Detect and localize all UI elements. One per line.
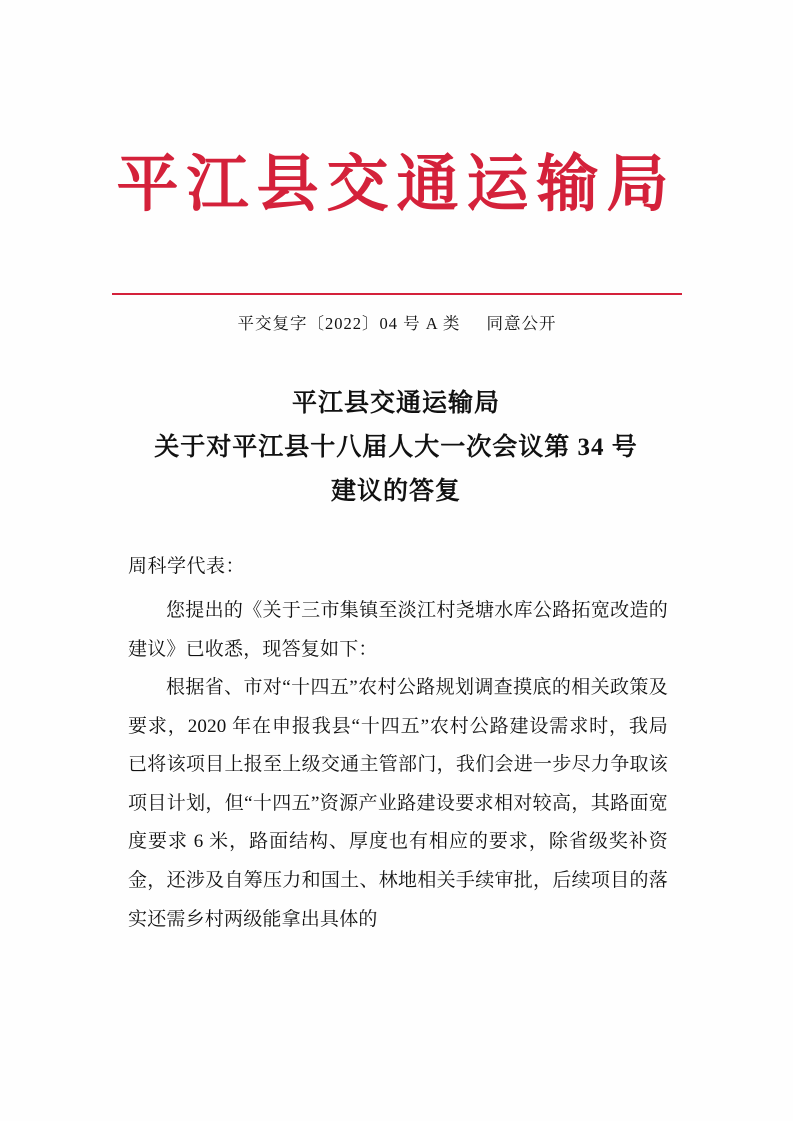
document-body xyxy=(128,548,668,939)
letterhead xyxy=(0,150,793,221)
document-title-line-2: 关于对平江县十八届人大一次会议第 34 号 xyxy=(154,433,638,461)
letterhead-organization: 平江县交通运输局 xyxy=(116,151,677,219)
disclosure-status: 同意公开 xyxy=(486,314,557,333)
salutation: 周科学代表： xyxy=(128,556,246,577)
body-paragraph-1: 您提出的《关于三市集镇至淡江村尧塘水库公路拓宽改造的建议》已收悉，现答复如下： xyxy=(128,600,668,660)
document-title-line-3: 建议的答复 xyxy=(330,477,461,505)
document-number-row xyxy=(112,310,682,334)
document-title-block xyxy=(96,382,696,513)
letterhead-divider xyxy=(112,293,682,295)
body-paragraph-2: 根据省、市对“十四五”农村公路规划调查摸底的相关政策及要求，2020 年在申报我县“十四五”农村公路建设需求时，我局已将该项目上报至上级交通主管部门，我们会进一步尽力争取该项目计划，但“十四五”资源产业路建设要求相对较高，其路面宽度要求 6 米，路面结构、厚度也有相应的要求，除省级奖补资金，还涉及自筹压力和国土、林地相关手续审批，后续项目的落实还需乡村两级能拿出具体的 xyxy=(128,677,668,930)
document-number: 平交复字〔2022〕04 号 A 类 xyxy=(237,314,461,333)
document-title-line-1: 平江县交通运输局 xyxy=(291,390,500,417)
